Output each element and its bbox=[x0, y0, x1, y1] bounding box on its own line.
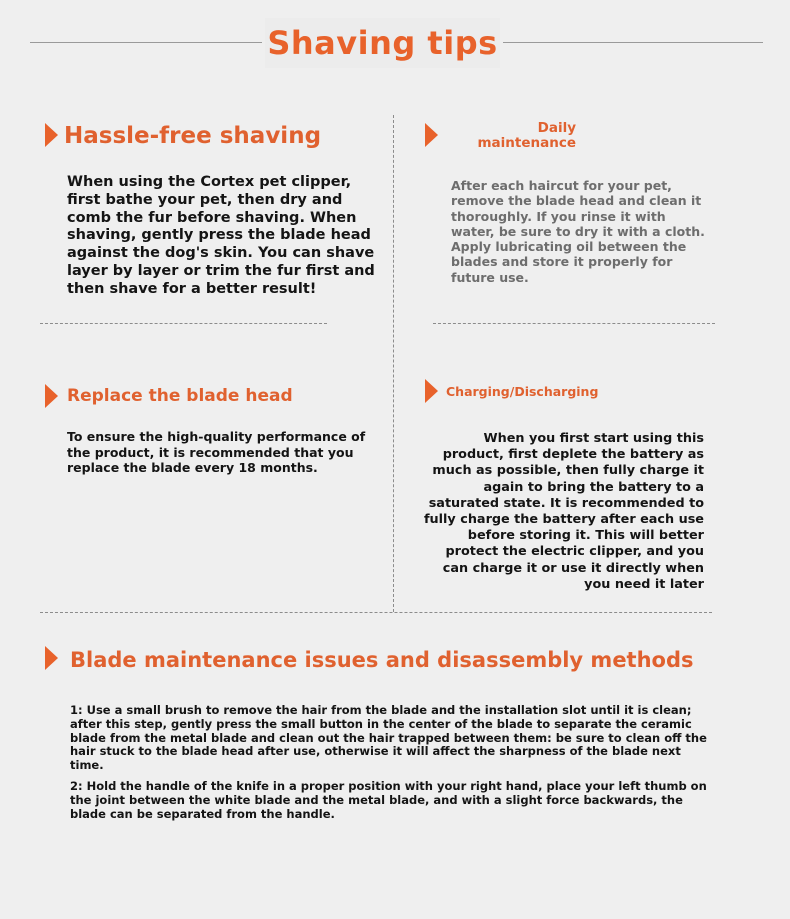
divider-row1-left bbox=[40, 323, 327, 324]
hassle-free-arrow-icon bbox=[45, 123, 58, 147]
header-rule-right bbox=[503, 42, 763, 43]
replace-blade-body: To ensure the high-quality performance of the product, it is recommended that you replace the blade every 18 months. bbox=[67, 429, 366, 475]
header-rule-left bbox=[30, 42, 262, 43]
blade-maintenance-step2: 2: Hold the handle of the knife in a proper position with your right hand, place your left thumb on the joint between the white blade and the metal blade, and with a slight force backwards, the blade can be separated from the handle. bbox=[70, 779, 707, 821]
daily-maintenance-heading bbox=[470, 121, 576, 151]
daily-maintenance-body: After each haircut for your pet, remove the blade head and clean it thoroughly. If you rinse it with water, be sure to dry it with a cloth. Apply lubricating oil between the blades and store it properly for future use. bbox=[451, 178, 705, 285]
hassle-free-body: When using the Cortex pet clipper, first bathe your pet, then dry and comb the fur before shaving. When shaving, gently press the blade head against the dog's skin. You can shave layer by layer or trim the fur first and then shave for a better result! bbox=[67, 174, 375, 297]
daily-maintenance-heading-line2: maintenance bbox=[477, 135, 576, 151]
daily-maintenance-heading-line1: Daily bbox=[537, 120, 576, 136]
blade-maintenance-heading: Blade maintenance issues and disassembly methods bbox=[70, 648, 694, 672]
divider-row1-right bbox=[433, 323, 715, 324]
blade-maintenance-arrow-icon bbox=[45, 646, 58, 670]
replace-blade-arrow-icon bbox=[45, 384, 58, 408]
charging-arrow-icon bbox=[425, 379, 438, 403]
hassle-free-heading: Hassle-free shaving bbox=[64, 123, 322, 149]
charging-body: When you first start using this product, first deplete the battery as much as possible, then fully charge it again to bring the battery to a saturated state. It is recommended to fully charge the battery after each use before storing it. This will better protect the electric clipper, and you can charge it or use it directly when you need it later bbox=[423, 431, 704, 592]
page-title-box bbox=[265, 18, 500, 68]
divider-row2 bbox=[40, 612, 712, 613]
blade-maintenance-step1: 1: Use a small brush to remove the hair from the blade and the installation slot until it is clean; after this step, gently press the small button in the center of the blade to separate the ceramic blade from the metal blade and clean out the hair trapped between them: be sure to clean off the hair stuck to the blade head after use, otherwise it will affect the sharpness of the blade next time. bbox=[70, 703, 707, 773]
replace-blade-heading: Replace the blade head bbox=[67, 386, 293, 406]
daily-maintenance-arrow-icon bbox=[425, 123, 438, 147]
charging-heading: Charging/Discharging bbox=[446, 384, 599, 399]
column-divider bbox=[393, 115, 394, 612]
page-title: Shaving tips bbox=[267, 24, 498, 62]
